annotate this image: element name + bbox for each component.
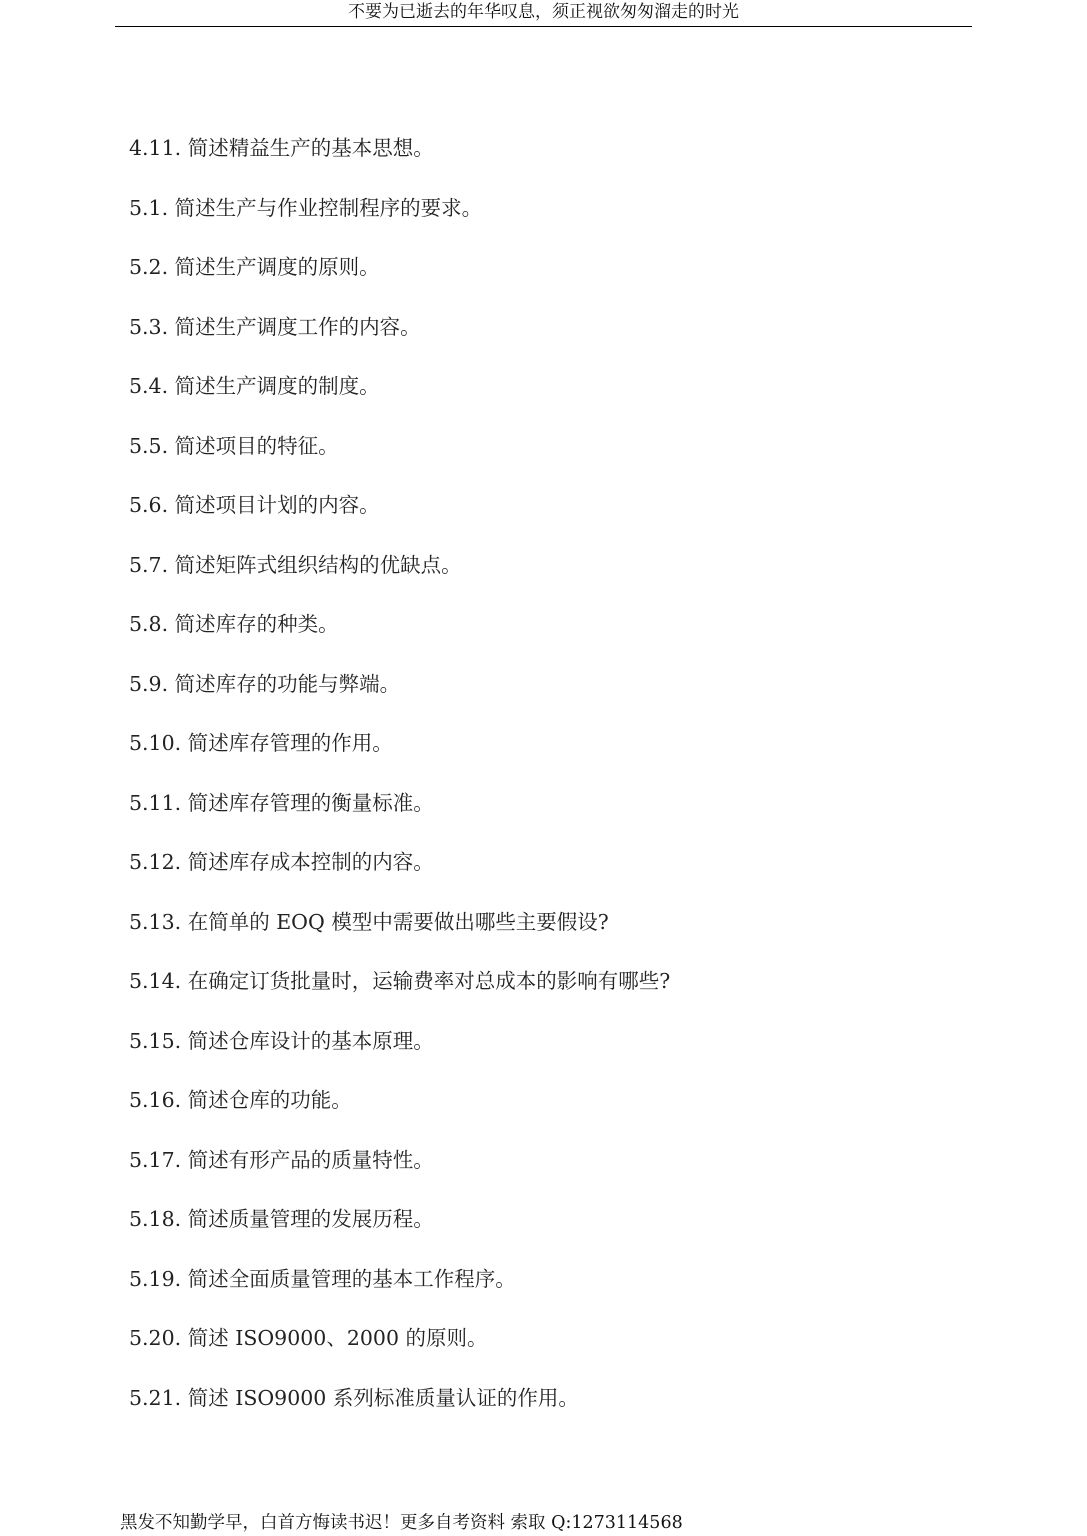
question-text: 简述库存成本控制的内容。 [187, 850, 434, 874]
list-item [129, 251, 1029, 311]
list-item [129, 1084, 1029, 1144]
question-number: 5.20. [129, 1326, 182, 1350]
question-number: 5.13. [129, 909, 182, 934]
question-text: 简述有形产品的质量特性。 [187, 1147, 434, 1172]
list-item [129, 311, 1029, 371]
list-item [129, 1025, 1029, 1085]
list-item [129, 549, 1029, 609]
question-text: 在简单的 EOQ 模型中需要做出哪些主要假设? [187, 909, 609, 934]
question-number: 5.4. [129, 374, 169, 398]
page-header: 不要为已逝去的年华叹息，须正视欲匆匆溜走的时光 [115, 0, 972, 27]
question-text: 简述库存管理的作用。 [187, 731, 393, 755]
question-text: 简述 ISO9000 系列标准质量认证的作用。 [187, 1385, 579, 1410]
list-item [129, 1382, 1029, 1442]
question-number: 5.9. [129, 671, 169, 696]
list-item [129, 906, 1029, 966]
question-text: 简述生产与作业控制程序的要求。 [174, 195, 483, 220]
list-item [129, 1203, 1029, 1263]
question-number: 5.15. [129, 1028, 182, 1053]
question-text: 简述矩阵式组织结构的优缺点。 [174, 552, 462, 577]
question-number: 5.17. [129, 1147, 182, 1172]
list-item [129, 1322, 1029, 1382]
question-number: 5.21. [129, 1385, 182, 1410]
question-list [129, 132, 1029, 1441]
question-number: 5.8. [129, 612, 169, 636]
question-text: 简述仓库的功能。 [187, 1088, 352, 1112]
question-text: 简述生产调度的制度。 [174, 374, 380, 398]
question-text: 简述库存的功能与弊端。 [174, 671, 401, 696]
list-item [129, 1263, 1029, 1323]
question-number: 5.11. [129, 790, 182, 815]
list-item [129, 846, 1029, 906]
question-number: 5.7. [129, 552, 169, 577]
question-number: 5.19. [129, 1266, 182, 1291]
question-text: 简述生产调度的原则。 [174, 255, 380, 279]
question-text: 简述全面质量管理的基本工作程序。 [187, 1266, 516, 1291]
question-text: 简述质量管理的发展历程。 [187, 1207, 434, 1231]
question-text: 简述 ISO9000、2000 的原则。 [187, 1326, 488, 1350]
list-item [129, 727, 1029, 787]
page-footer: 黑发不知勤学早，白首方悔读书迟！更多自考资料 索取 Q:1273114568 [120, 1513, 683, 1533]
question-number: 5.5. [129, 433, 169, 458]
list-item [129, 132, 1029, 192]
question-number: 5.18. [129, 1207, 182, 1231]
question-text: 在确定订货批量时，运输费率对总成本的影响有哪些? [187, 969, 671, 993]
list-item [129, 370, 1029, 430]
question-text: 简述精益生产的基本思想。 [187, 136, 434, 160]
question-number: 5.16. [129, 1088, 182, 1112]
question-text: 简述仓库设计的基本原理。 [187, 1028, 434, 1053]
question-text: 简述项目的特征。 [174, 433, 339, 458]
list-item [129, 430, 1029, 490]
question-number: 4.11. [129, 136, 182, 160]
list-item [129, 489, 1029, 549]
question-text: 简述库存的种类。 [174, 612, 339, 636]
list-item [129, 965, 1029, 1025]
question-number: 5.6. [129, 493, 169, 517]
list-item [129, 608, 1029, 668]
question-text: 简述项目计划的内容。 [174, 493, 380, 517]
list-item [129, 668, 1029, 728]
list-item [129, 192, 1029, 252]
question-number: 5.1. [129, 195, 169, 220]
question-text: 简述生产调度工作的内容。 [174, 314, 421, 339]
question-text: 简述库存管理的衡量标准。 [187, 790, 434, 815]
question-number: 5.14. [129, 969, 182, 993]
list-item [129, 1144, 1029, 1204]
question-number: 5.12. [129, 850, 182, 874]
question-number: 5.3. [129, 314, 169, 339]
list-item [129, 787, 1029, 847]
question-number: 5.10. [129, 731, 182, 755]
question-number: 5.2. [129, 255, 169, 279]
